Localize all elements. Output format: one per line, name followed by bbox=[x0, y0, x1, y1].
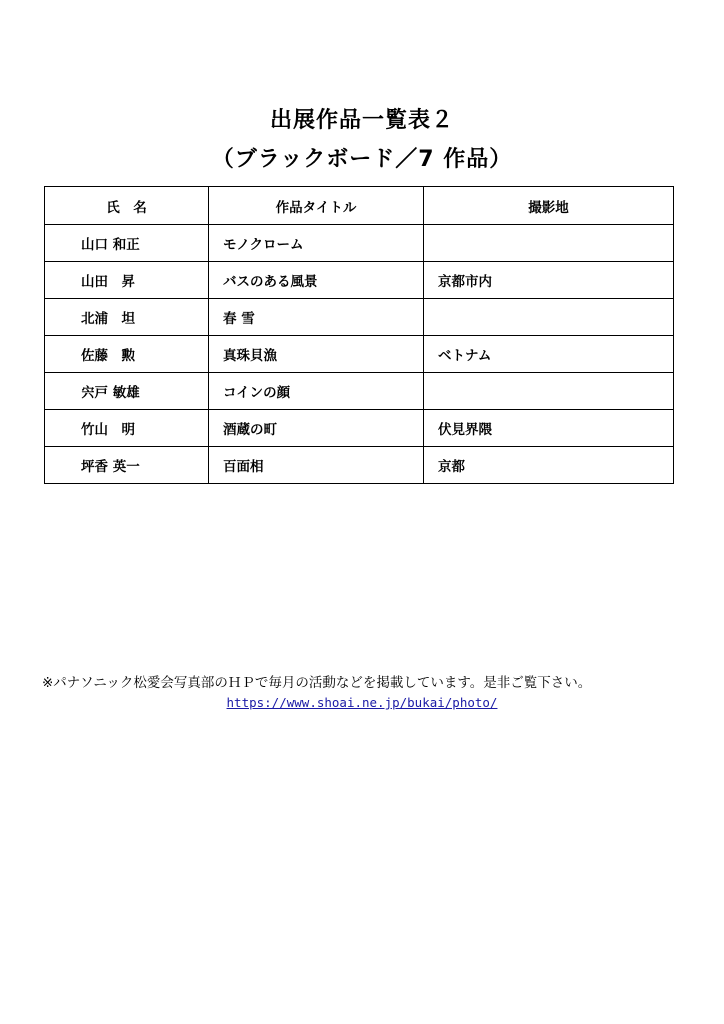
cell-place: 伏見界隈 bbox=[424, 410, 674, 447]
cell-name: 北浦 坦 bbox=[45, 299, 209, 336]
cell-name: 山田 昇 bbox=[45, 262, 209, 299]
cell-name: 坪香 英一 bbox=[45, 447, 209, 484]
cell-place: 京都市内 bbox=[424, 262, 674, 299]
table-header-row bbox=[45, 187, 674, 225]
header-name: 氏 名 bbox=[45, 187, 209, 225]
cell-title: 酒蔵の町 bbox=[209, 410, 424, 447]
cell-title: 百面相 bbox=[209, 447, 424, 484]
table-row bbox=[45, 336, 674, 373]
cell-title: コインの顔 bbox=[209, 373, 424, 410]
cell-name: 宍戸 敏雄 bbox=[45, 373, 209, 410]
works-table bbox=[44, 186, 674, 484]
footer-note: ※パナソニック松愛会写真部のＨＰで毎月の活動などを掲載しています。是非ご覧下さい。 bbox=[42, 675, 592, 691]
table-row bbox=[45, 410, 674, 447]
table-row bbox=[45, 225, 674, 262]
cell-place bbox=[424, 225, 674, 262]
header-title: 作品タイトル bbox=[209, 187, 424, 225]
cell-place bbox=[424, 299, 674, 336]
cell-place: ベトナム bbox=[424, 336, 674, 373]
document-title: 出展作品一覧表２ bbox=[269, 108, 454, 133]
cell-title: 春 雪 bbox=[209, 299, 424, 336]
cell-place bbox=[424, 373, 674, 410]
cell-name: 佐藤 勲 bbox=[45, 336, 209, 373]
table-row bbox=[45, 299, 674, 336]
table-row bbox=[45, 373, 674, 410]
photo-club-link[interactable]: https://www.shoai.ne.jp/bukai/photo/ bbox=[226, 695, 498, 710]
cell-name: 山口 和正 bbox=[45, 225, 209, 262]
cell-name: 竹山 明 bbox=[45, 410, 209, 447]
cell-title: モノクローム bbox=[209, 225, 424, 262]
table-row bbox=[45, 262, 674, 299]
header-place: 撮影地 bbox=[424, 187, 674, 225]
table-row bbox=[45, 447, 674, 484]
document-subtitle: （ブラックボード／7 作品） bbox=[211, 147, 513, 172]
cell-title: 真珠貝漁 bbox=[209, 336, 424, 373]
cell-title: バスのある風景 bbox=[209, 262, 424, 299]
cell-place: 京都 bbox=[424, 447, 674, 484]
